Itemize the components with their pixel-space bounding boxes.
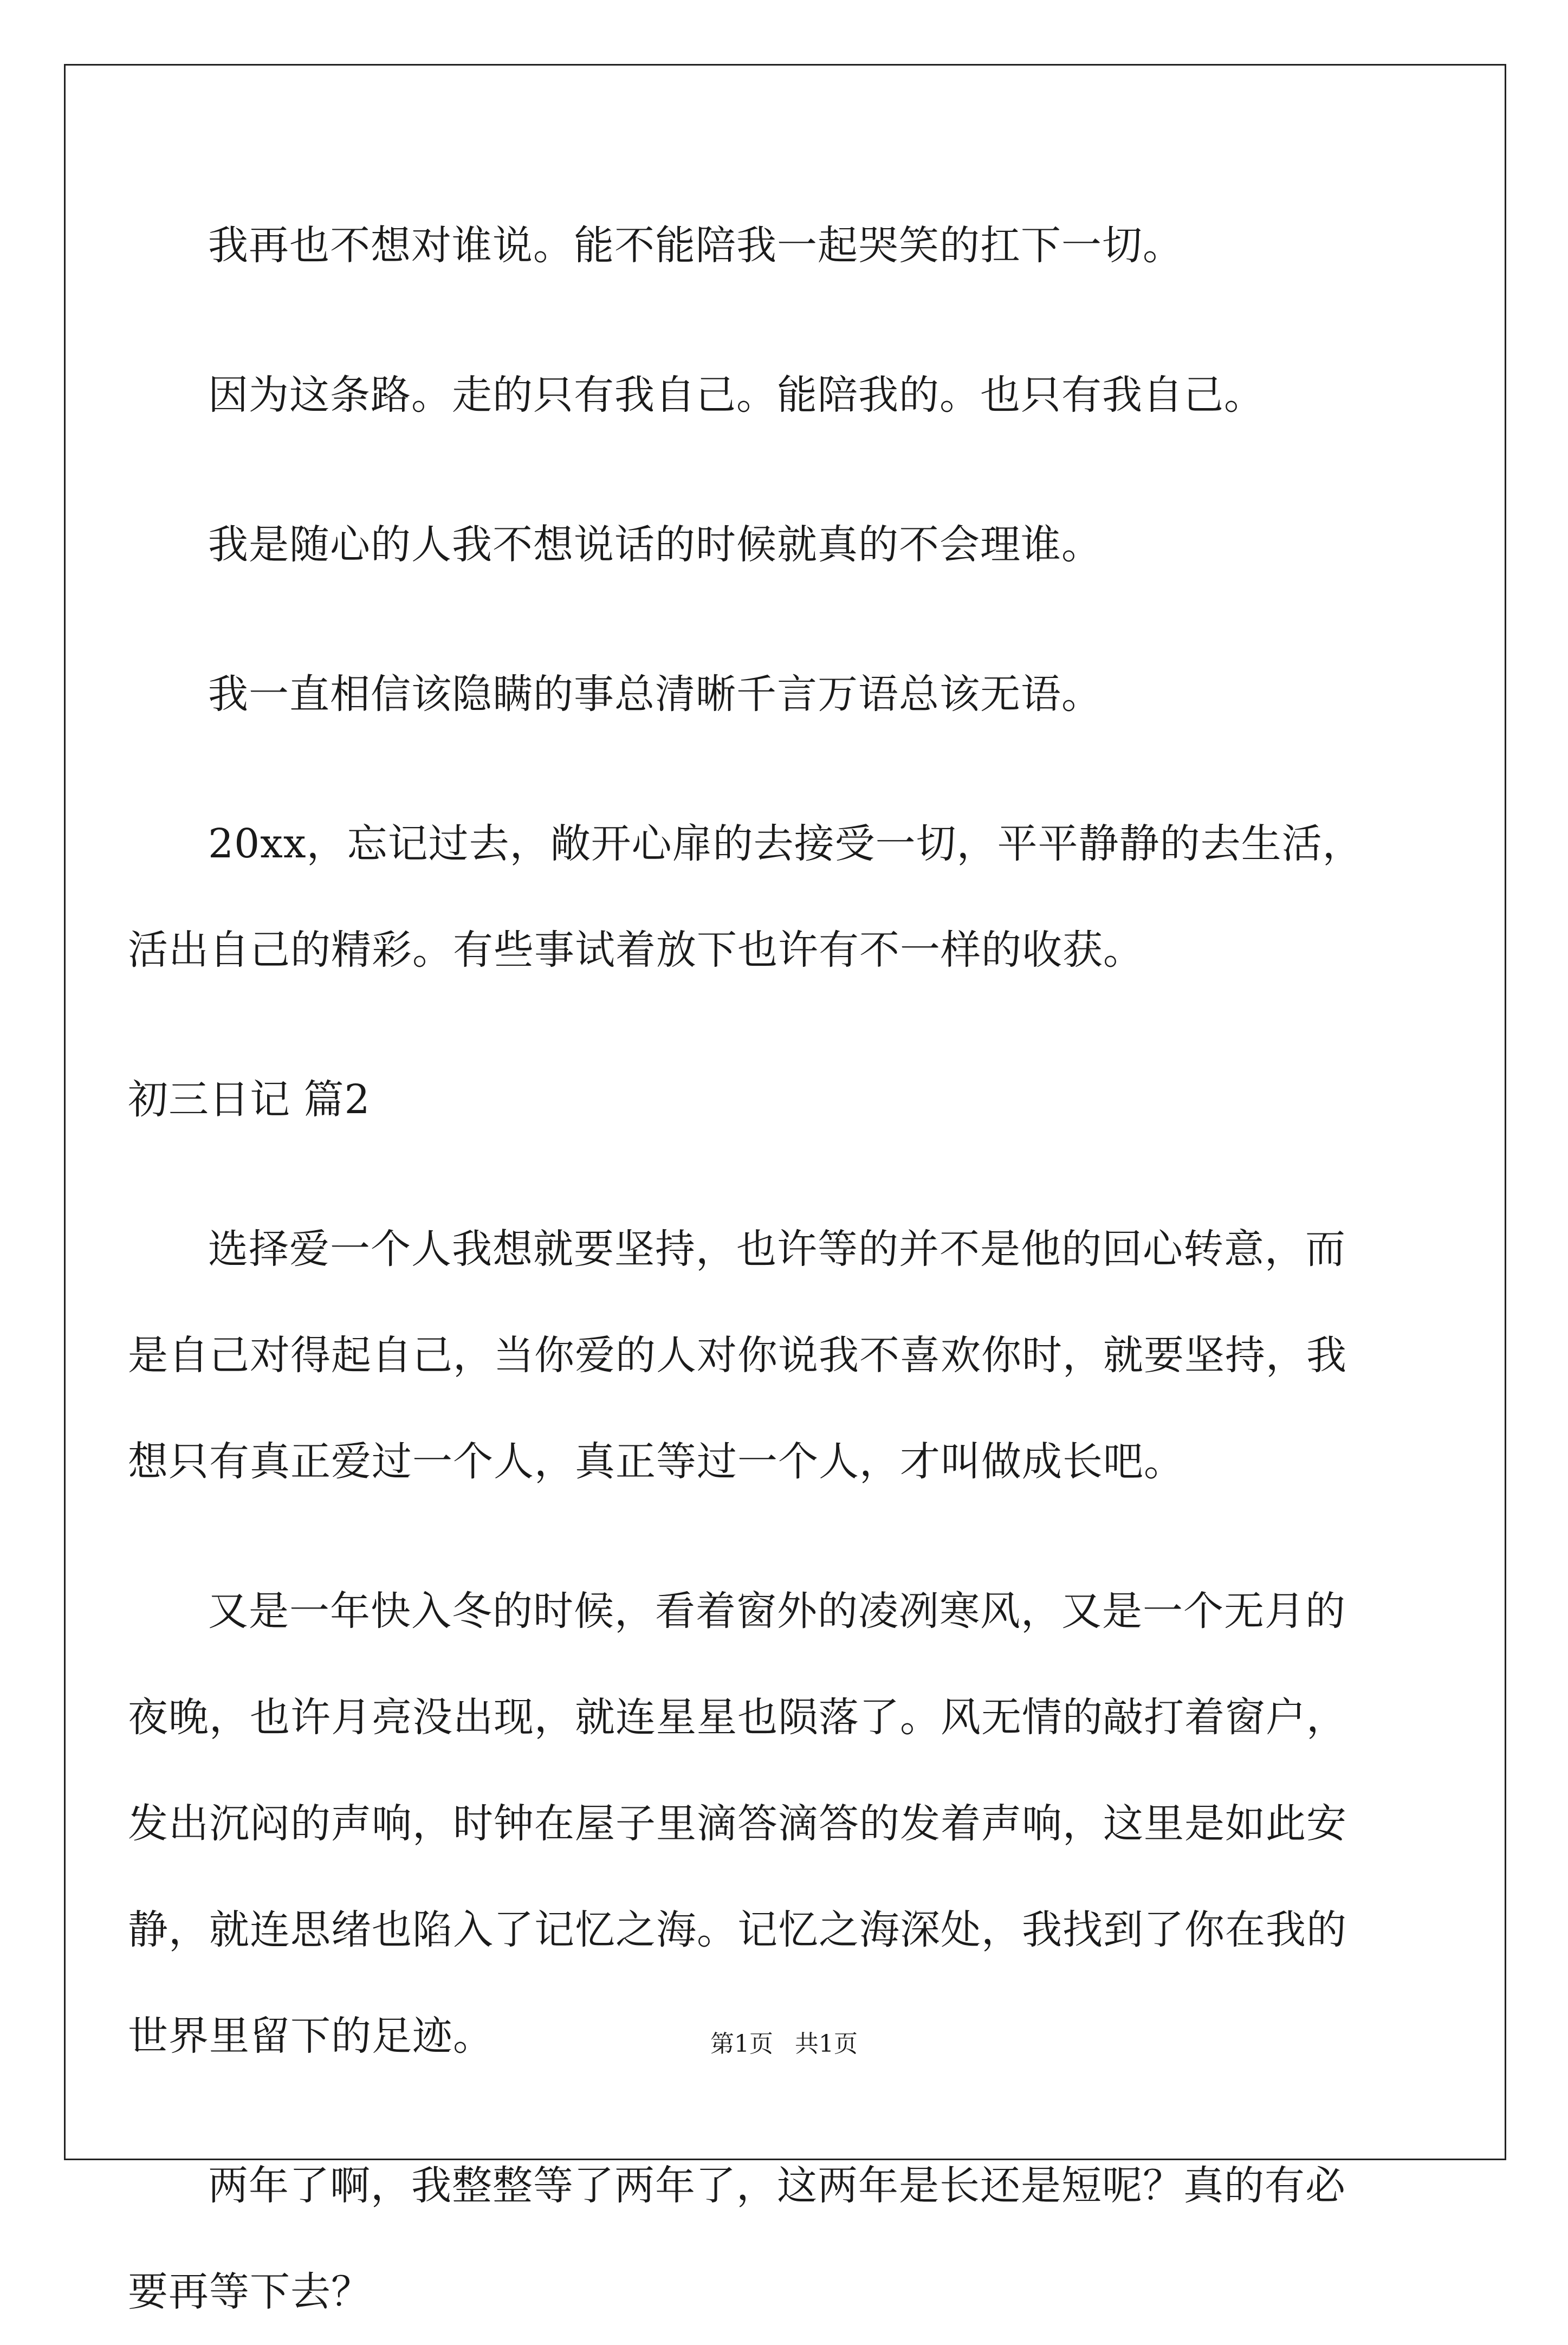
paragraph: 我是随心的人我不想说话的时候就真的不会理谁。 xyxy=(208,521,1102,568)
page-footer xyxy=(0,2028,1568,2060)
section-heading: 初三日记 篇2 xyxy=(128,1076,371,1123)
paragraph: 我一直相信该隐瞒的事总清晰千言万语总该无语。 xyxy=(208,671,1102,718)
page-number-total: 共1页 xyxy=(795,2030,858,2058)
paragraph: 又是一年快入冬的时候，看着窗外的凌冽寒风，又是一个无月的夜晚，也许月亮没出现，就连星星也陨落了。风无情的敲打着窗户，发出沉闷的声响，时钟在屋子里滴答滴答的发着声响，这里是如此安静，就连思绪也陷入了记忆之海。记忆之海深处，我找到了你在我的世界里留下的足迹。 xyxy=(128,1588,1347,2059)
document-body xyxy=(128,192,1385,2345)
page-number-current: 第1页 xyxy=(710,2030,773,2058)
paragraph: 我再也不想对谁说。能不能陪我一起哭笑的扛下一切。 xyxy=(208,222,1183,269)
paragraph: 20xx，忘记过去，敞开心扉的去接受一切，平平静静的去生活，活出自己的精彩。有些事试着放下也许有不一样的收获。 xyxy=(128,821,1363,973)
paragraph: 因为这条路。走的只有我自己。能陪我的。也只有我自己。 xyxy=(208,372,1265,418)
paragraph: 两年了啊，我整整等了两年了，这两年是长还是短呢？真的有必要再等下去？ xyxy=(128,2162,1346,2315)
paragraph: 选择爱一个人我想就要坚持，也许等的并不是他的回心转意，而是自己对得起自己，当你爱的人对你说我不喜欢你时，就要坚持，我想只有真正爱过一个人，真正等过一个人，才叫做成长吧。 xyxy=(128,1226,1347,1485)
